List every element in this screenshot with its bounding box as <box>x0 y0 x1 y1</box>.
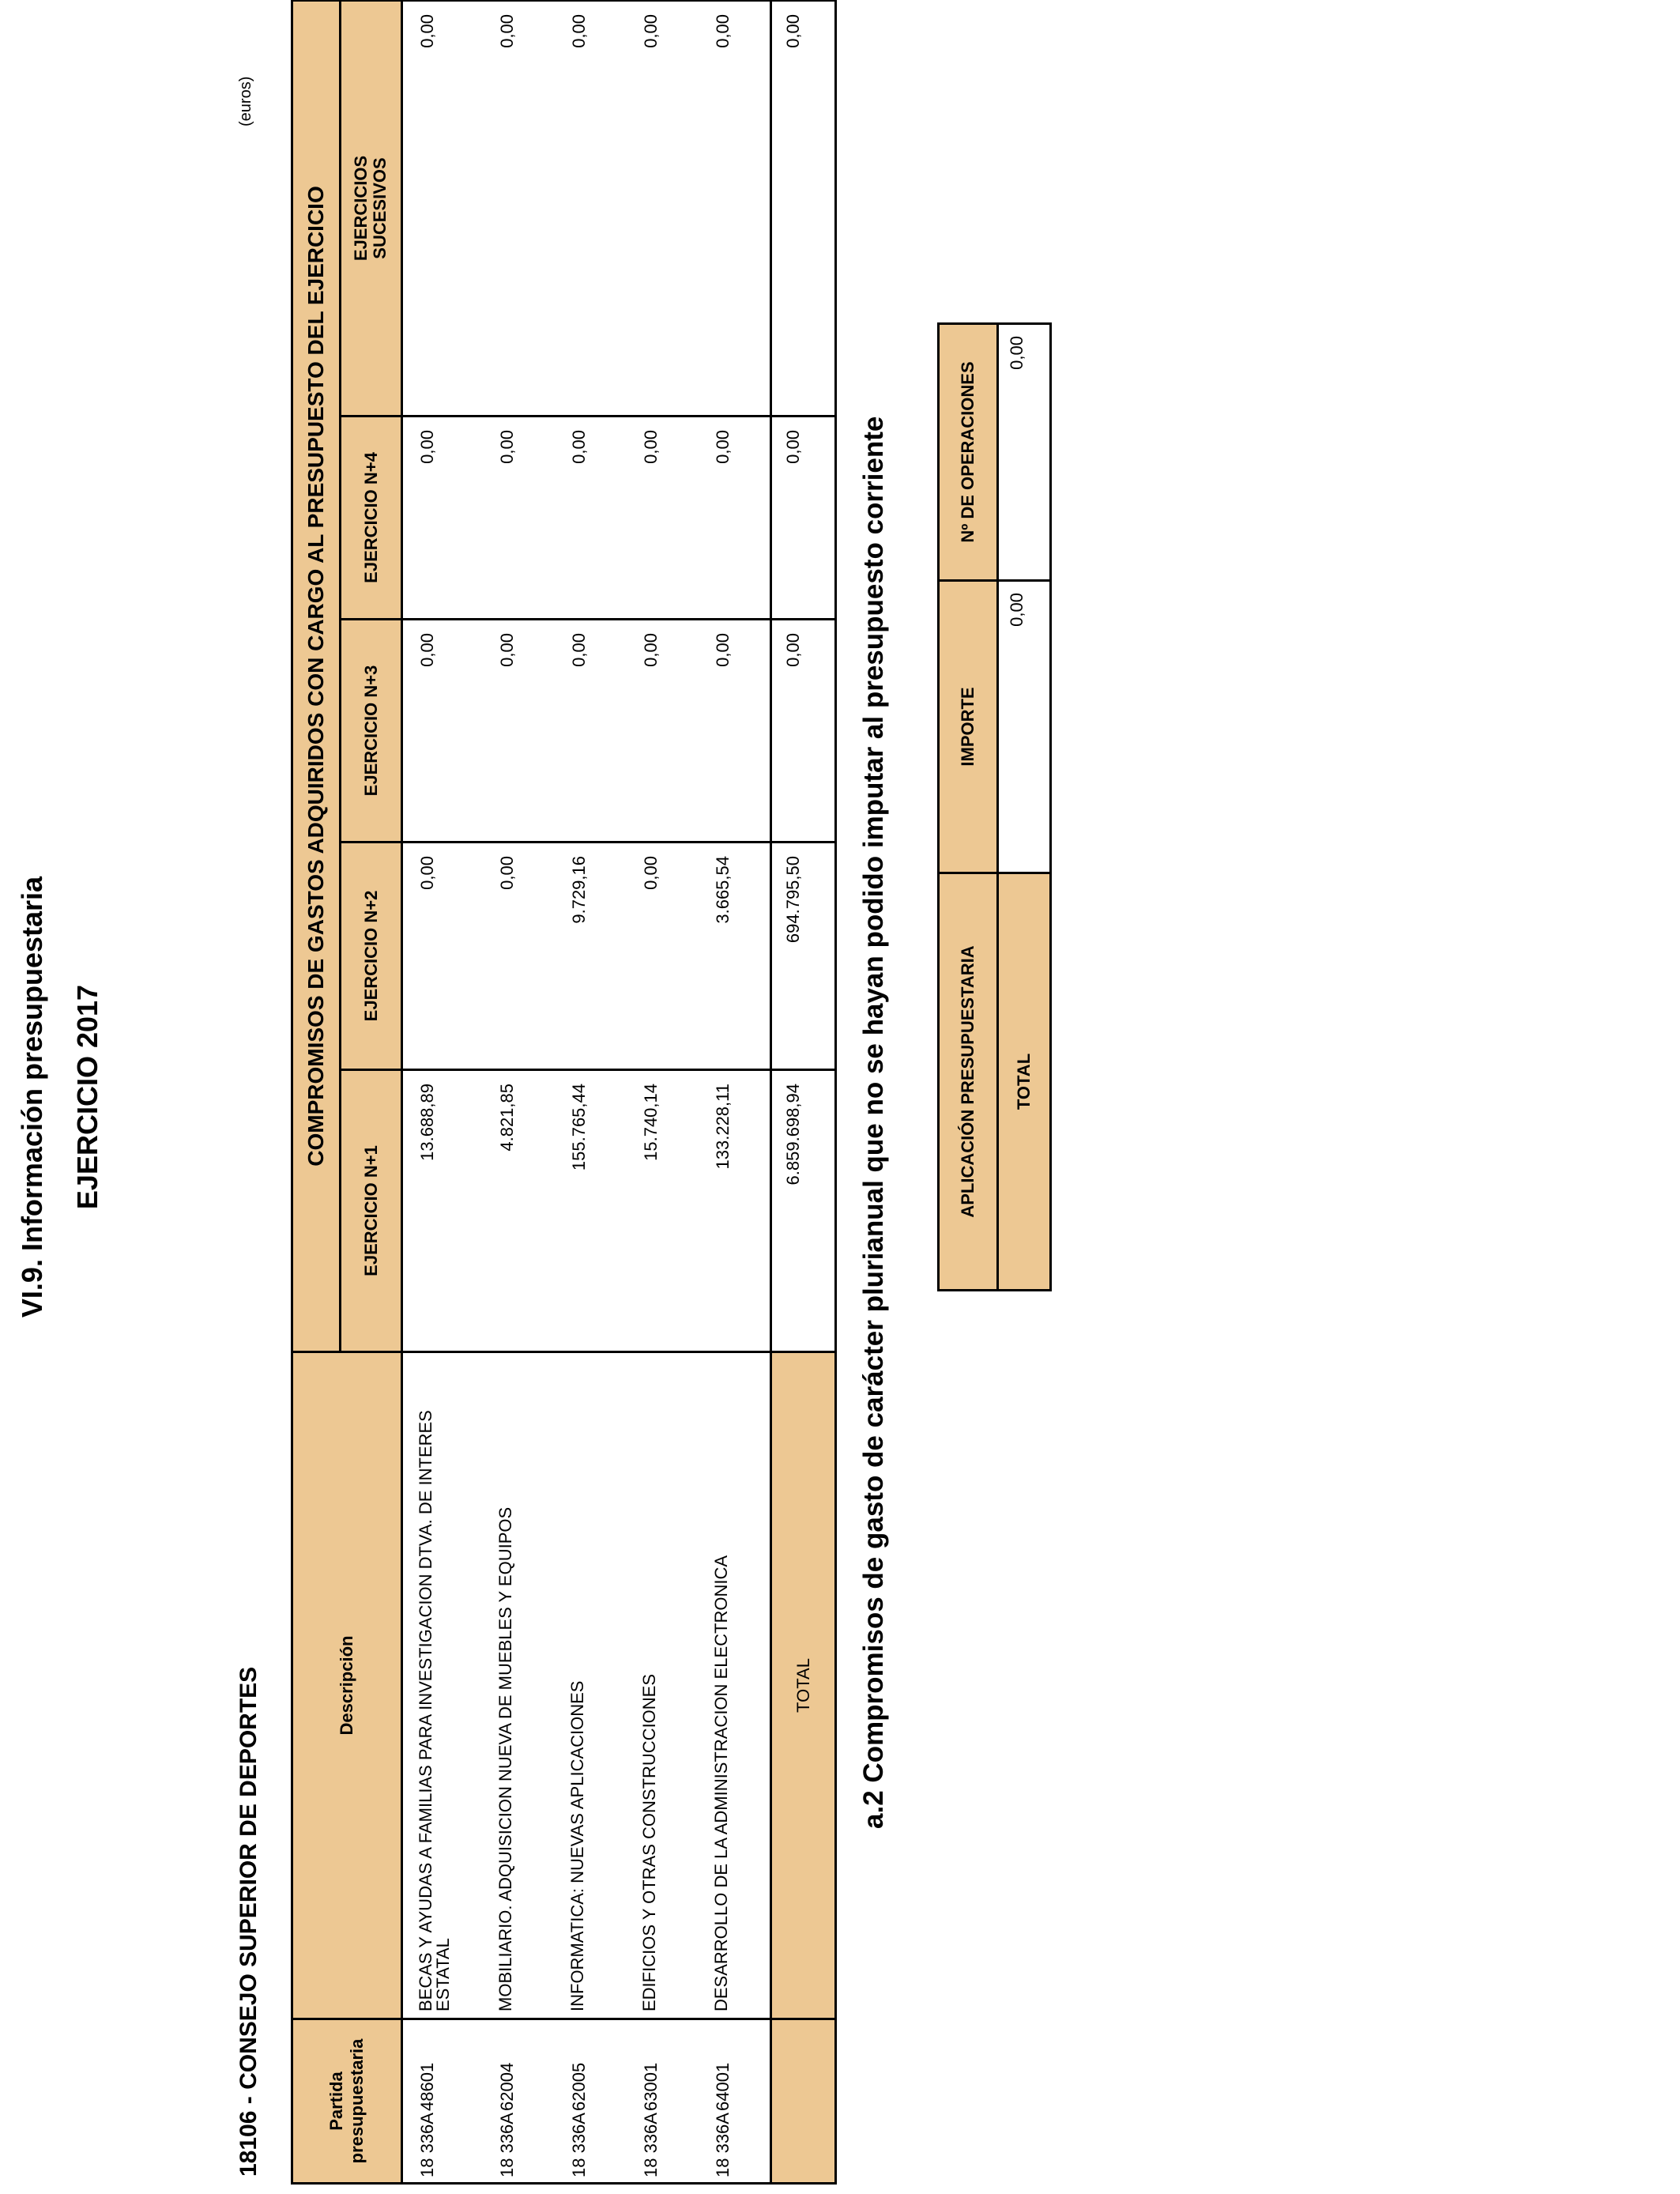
table-row <box>402 0 484 2183</box>
n1-cell: 13.688,89 <box>402 1070 484 1352</box>
section-a2-title: a.2 Compromisos de gasto de carácter plurianual que no se hayan podido imputar al presupuesto corriente <box>858 416 889 1829</box>
partida-cell: 18 336A62005 <box>555 2019 627 2184</box>
page-subtitle: EJERCICIO 2017 <box>71 984 104 1210</box>
a2-total-label: TOTAL <box>998 873 1051 1291</box>
table-row <box>555 0 627 2183</box>
table-row <box>699 0 771 2183</box>
commitments-table <box>291 0 837 2185</box>
a2-total-importe: 0,00 <box>998 581 1051 873</box>
partida-cell: 18 336A62004 <box>483 2019 555 2184</box>
n3-cell: 0,00 <box>555 620 627 843</box>
col-header-descripcion: Descripción <box>292 1352 402 2019</box>
n2-cell: 3.665,54 <box>699 843 771 1070</box>
units-label: (euros) <box>237 76 254 126</box>
total-n1: 6.859.698,94 <box>771 1070 836 1352</box>
col-header-importe: IMPORTE <box>939 581 998 873</box>
group-header: COMPROMISOS DE GASTOS ADQUIRIDOS CON CARGO AL PRESUPUESTO DEL EJERCICIO <box>292 0 341 1351</box>
table-row <box>483 0 555 2183</box>
n3-cell: 0,00 <box>699 620 771 843</box>
a2-total-operaciones: 0,00 <box>998 324 1051 581</box>
descripcion-cell: DESARROLLO DE LA ADMINISTRACION ELECTRONICA <box>699 1352 771 2019</box>
col-header-sucesivos: EJERCICIOS SUCESIVOS <box>341 0 402 416</box>
page-title: VI.9. Información presupuestaria <box>16 876 48 1318</box>
partida-cell: 18 336A48601 <box>402 2019 484 2184</box>
descripcion-cell: MOBILIARIO. ADQUISICION NUEVA DE MUEBLES Y EQUIPOS <box>483 1352 555 2019</box>
n3-cell: 0,00 <box>483 620 555 843</box>
n2-cell: 0,00 <box>402 843 484 1070</box>
col-header-partida: Partida presupuestaria <box>292 2019 402 2184</box>
partida-cell: 18 336A64001 <box>699 2019 771 2184</box>
descripcion-cell: BECAS Y AYUDAS A FAMILIAS PARA INVESTIGACION DTVA. DE INTERES ESTATAL <box>402 1352 484 2019</box>
n2-cell: 0,00 <box>483 843 555 1070</box>
total-n3: 0,00 <box>771 620 836 843</box>
n1-cell: 15.740,14 <box>627 1070 699 1352</box>
sucesivos-cell: 0,00 <box>699 0 771 416</box>
col-header-aplicacion: APLICACIÓN PRESUPUESTARIA <box>939 873 998 1291</box>
total-label: TOTAL <box>771 1352 836 2019</box>
n1-cell: 4.821,85 <box>483 1070 555 1352</box>
n4-cell: 0,00 <box>402 417 484 620</box>
n4-cell: 0,00 <box>483 417 555 620</box>
total-n2: 694.795,50 <box>771 843 836 1070</box>
col-header-operaciones: Nº DE OPERACIONES <box>939 324 998 581</box>
total-partida-cell <box>771 2019 836 2184</box>
n3-cell: 0,00 <box>402 620 484 843</box>
col-header-n2: EJERCICIO N+2 <box>341 843 402 1070</box>
n3-cell: 0,00 <box>627 620 699 843</box>
total-row <box>771 0 836 2183</box>
n1-cell: 155.765,44 <box>555 1070 627 1352</box>
descripcion-cell: INFORMATICA: NUEVAS APLICACIONES <box>555 1352 627 2019</box>
sucesivos-cell: 0,00 <box>402 0 484 416</box>
n4-cell: 0,00 <box>627 417 699 620</box>
total-sucesivos: 0,00 <box>771 0 836 416</box>
table-row <box>627 0 699 2183</box>
col-header-n1: EJERCICIO N+1 <box>341 1070 402 1352</box>
n1-cell: 133.228,11 <box>699 1070 771 1352</box>
n2-cell: 9.729,16 <box>555 843 627 1070</box>
sucesivos-cell: 0,00 <box>627 0 699 416</box>
descripcion-cell: EDIFICIOS Y OTRAS CONSTRUCCIONES <box>627 1352 699 2019</box>
total-n4: 0,00 <box>771 417 836 620</box>
n4-cell: 0,00 <box>699 417 771 620</box>
sucesivos-cell: 0,00 <box>483 0 555 416</box>
partida-cell: 18 336A63001 <box>627 2019 699 2184</box>
col-header-n4: EJERCICIO N+4 <box>341 417 402 620</box>
n4-cell: 0,00 <box>555 417 627 620</box>
total-row <box>998 324 1051 1291</box>
col-header-n3: EJERCICIO N+3 <box>341 620 402 843</box>
multiyear-commitments-table <box>937 322 1052 1291</box>
sucesivos-cell: 0,00 <box>555 0 627 416</box>
n2-cell: 0,00 <box>627 843 699 1070</box>
entity-heading: 18106 - CONSEJO SUPERIOR DE DEPORTES <box>235 1666 262 2177</box>
